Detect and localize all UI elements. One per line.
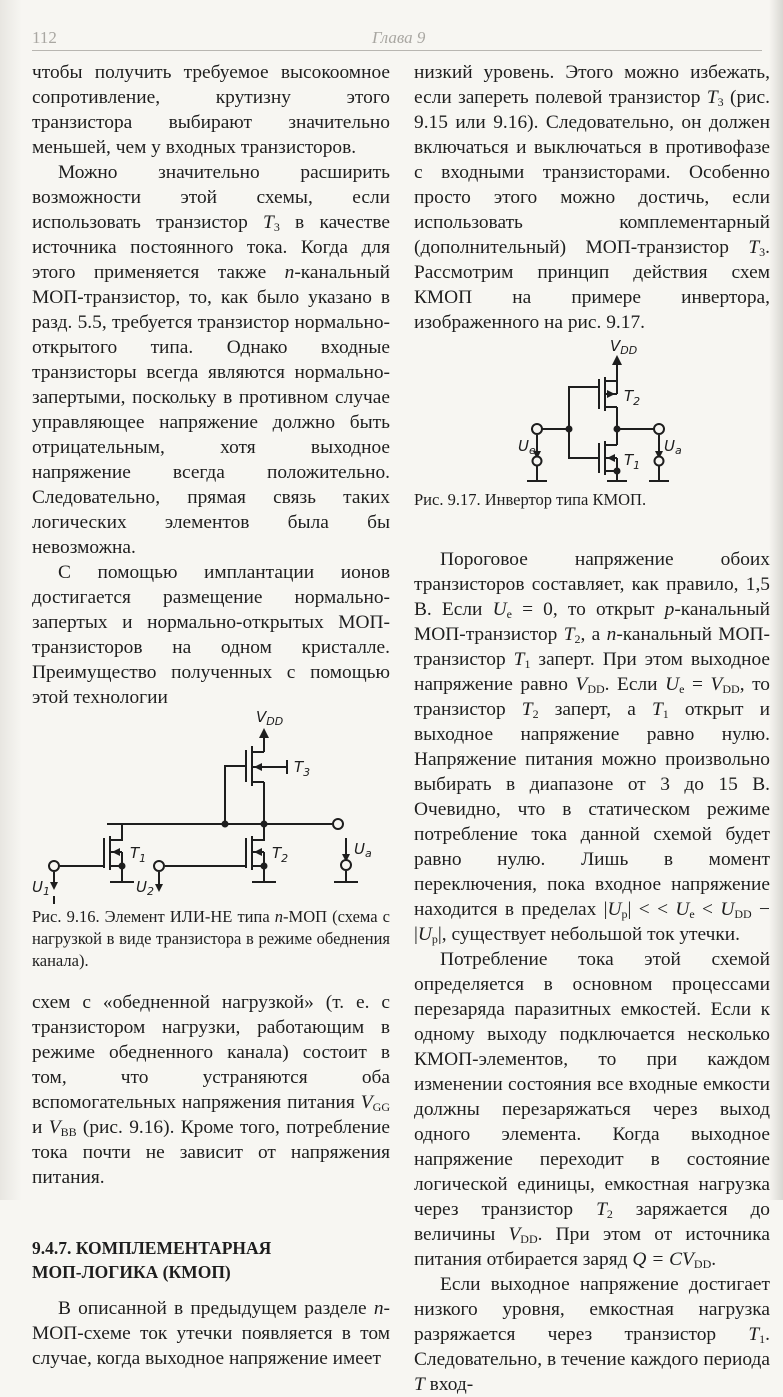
paragraph: Если выходное напряжение достигает низкого уровня, емкостная нагрузка разряжается через транзистор $T_1$. Следовательно, в течение каждого периода T вход- xyxy=(414,1274,770,1395)
label-u2: $U_2$ xyxy=(136,878,154,898)
label-t2: $T_2$ xyxy=(624,387,641,408)
page-left-edge-shadow xyxy=(0,0,22,1200)
nor-gate-circuit-diagram xyxy=(32,708,390,898)
left-column xyxy=(32,60,390,1371)
figure-9-16 xyxy=(32,708,390,898)
label-t2: $T_2$ xyxy=(272,844,289,865)
paragraph: схем с «обедненной нагрузкой» (т. е. с транзистором нагрузки, работающим в режиме обедненного канала) состоит в том, что устраняются оба вспомогательных напряжения питания $V_{GG}$ и $V_{BB}$ (рис. 9.16). Кроме того, потребление тока почти не зависит от напряжения питания. xyxy=(32,992,390,1188)
paragraph: Потребление тока этой схемой определяется в основном процессами перезаряда паразитных емкостей. Если к одному выходу подключается несколько КМОП-элементов, то при каждом изменении состояния все входные емкости должны перезаряжаться через выход одного элемента. Когда выходное напряжение переходит в состояние логической единицы, емкостная нагрузка через транзистор $T_2$ заряжается до величины $V_{DD}$. При этом от источника питания отбирается заряд $Q = CV_{DD}$. xyxy=(414,949,771,1271)
label-ua: $U_a$ xyxy=(664,437,682,457)
chapter-title: Глава 9 xyxy=(372,28,426,47)
right-column xyxy=(414,60,770,1397)
label-u1: $U_1$ xyxy=(32,878,50,898)
paragraph: С помощью имплантации ионов достигается размещение нормально-запертых и нормально-открытых МОП-транзисторов на одном кристалле. Преимущество полученных с помощью этой технологии xyxy=(32,562,390,708)
label-vdd: $V_{DD}$ xyxy=(256,708,284,728)
label-ua: $U_a$ xyxy=(354,840,372,860)
cmos-inverter-circuit-diagram xyxy=(414,337,770,481)
label-ue: $U_e$ xyxy=(518,437,536,457)
running-head xyxy=(32,26,762,51)
page-right-edge-shadow xyxy=(769,0,783,1200)
paragraph: низкий уровень. Этого можно избежать, если запереть полевой транзистор $T_3$ (рис. 9.15 или 9.16). Следовательно, он должен включаться и выключаться в противофазе с входными транзисторами. Особенно просто этого можно достичь, если использовать комплементарный (дополнительный) МОП-транзистор $T_3$. Рассмотрим принцип действия схем КМОП на примере инвертора, изображенного на рис. 9.17. xyxy=(414,62,770,333)
paragraph: В описанной в предыдущем разделе n-МОП-схеме ток утечки появляется в том случае, когда выходное напряжение имеет xyxy=(32,1298,390,1369)
label-vdd: $V_{DD}$ xyxy=(610,337,638,357)
label-t3: $T_3$ xyxy=(294,758,311,779)
figure-caption-9-17: Рис. 9.17. Инвертор типа КМОП. xyxy=(414,490,647,509)
paragraph: Пороговое напряжение обоих транзисторов составляет, как правило, 1,5 В. Если $U_e = 0$, то открыт p-канальный МОП-транзистор $T_2$, а n-канальный МОП-транзистор $T_1$ заперт. При этом выходное напряжение равно $V_{DD}$. Если $U_e = V_{DD}$, то транзистор $T_2$ заперт, а $T_1$ открыт и выходное напряжение равно нулю. Напряжение питания можно произвольно выбирать в диапазоне от 3 до 15 В. Очевидно, что в статическом режиме потребление тока данной схемой будет равно нулю. Лишь в момент переключения, пока входное напряжение находится в пределах $|U_p|$ < < $U_e < U_{DD} - |U_p|$, существует небольшой ток утечки. xyxy=(414,549,770,946)
label-t1: $T_1$ xyxy=(130,844,147,865)
paragraph: Можно значительно расширить возможности этой схемы, если использовать транзистор $T_3$ в качестве источника постоянного тока. Когда для этого применяется также n-канальный МОП-транзистор, то, как было указано в разд. 5.5, требуется транзистор нормально-открытого типа. Однако входные транзисторы всегда являются нормально-запертыми, поскольку в противном случае управляющее напряжение должно быть отрицательным, хотя выходное напряжение всегда положительно. Следовательно, прямая связь таких логических элементов была бы невозможна. xyxy=(32,162,390,558)
figure-caption-9-16: Рис. 9.16. Элемент ИЛИ-НЕ типа n-МОП (схема с нагрузкой в виде транзистора в режиме обеднения канала). xyxy=(32,907,390,970)
page-number: 112 xyxy=(32,28,57,47)
label-t1: $T_1$ xyxy=(624,451,641,472)
section-heading: 9.4.7. КОМПЛЕМЕНТАРНАЯ МОП-ЛОГИКА (КМОП) xyxy=(32,1238,272,1282)
figure-9-17 xyxy=(414,337,770,481)
paragraph: чтобы получить требуемое высокоомное сопротивление, крутизну этого транзистора выбирают значительно меньшей, чем у входных транзисторов. xyxy=(32,62,390,158)
